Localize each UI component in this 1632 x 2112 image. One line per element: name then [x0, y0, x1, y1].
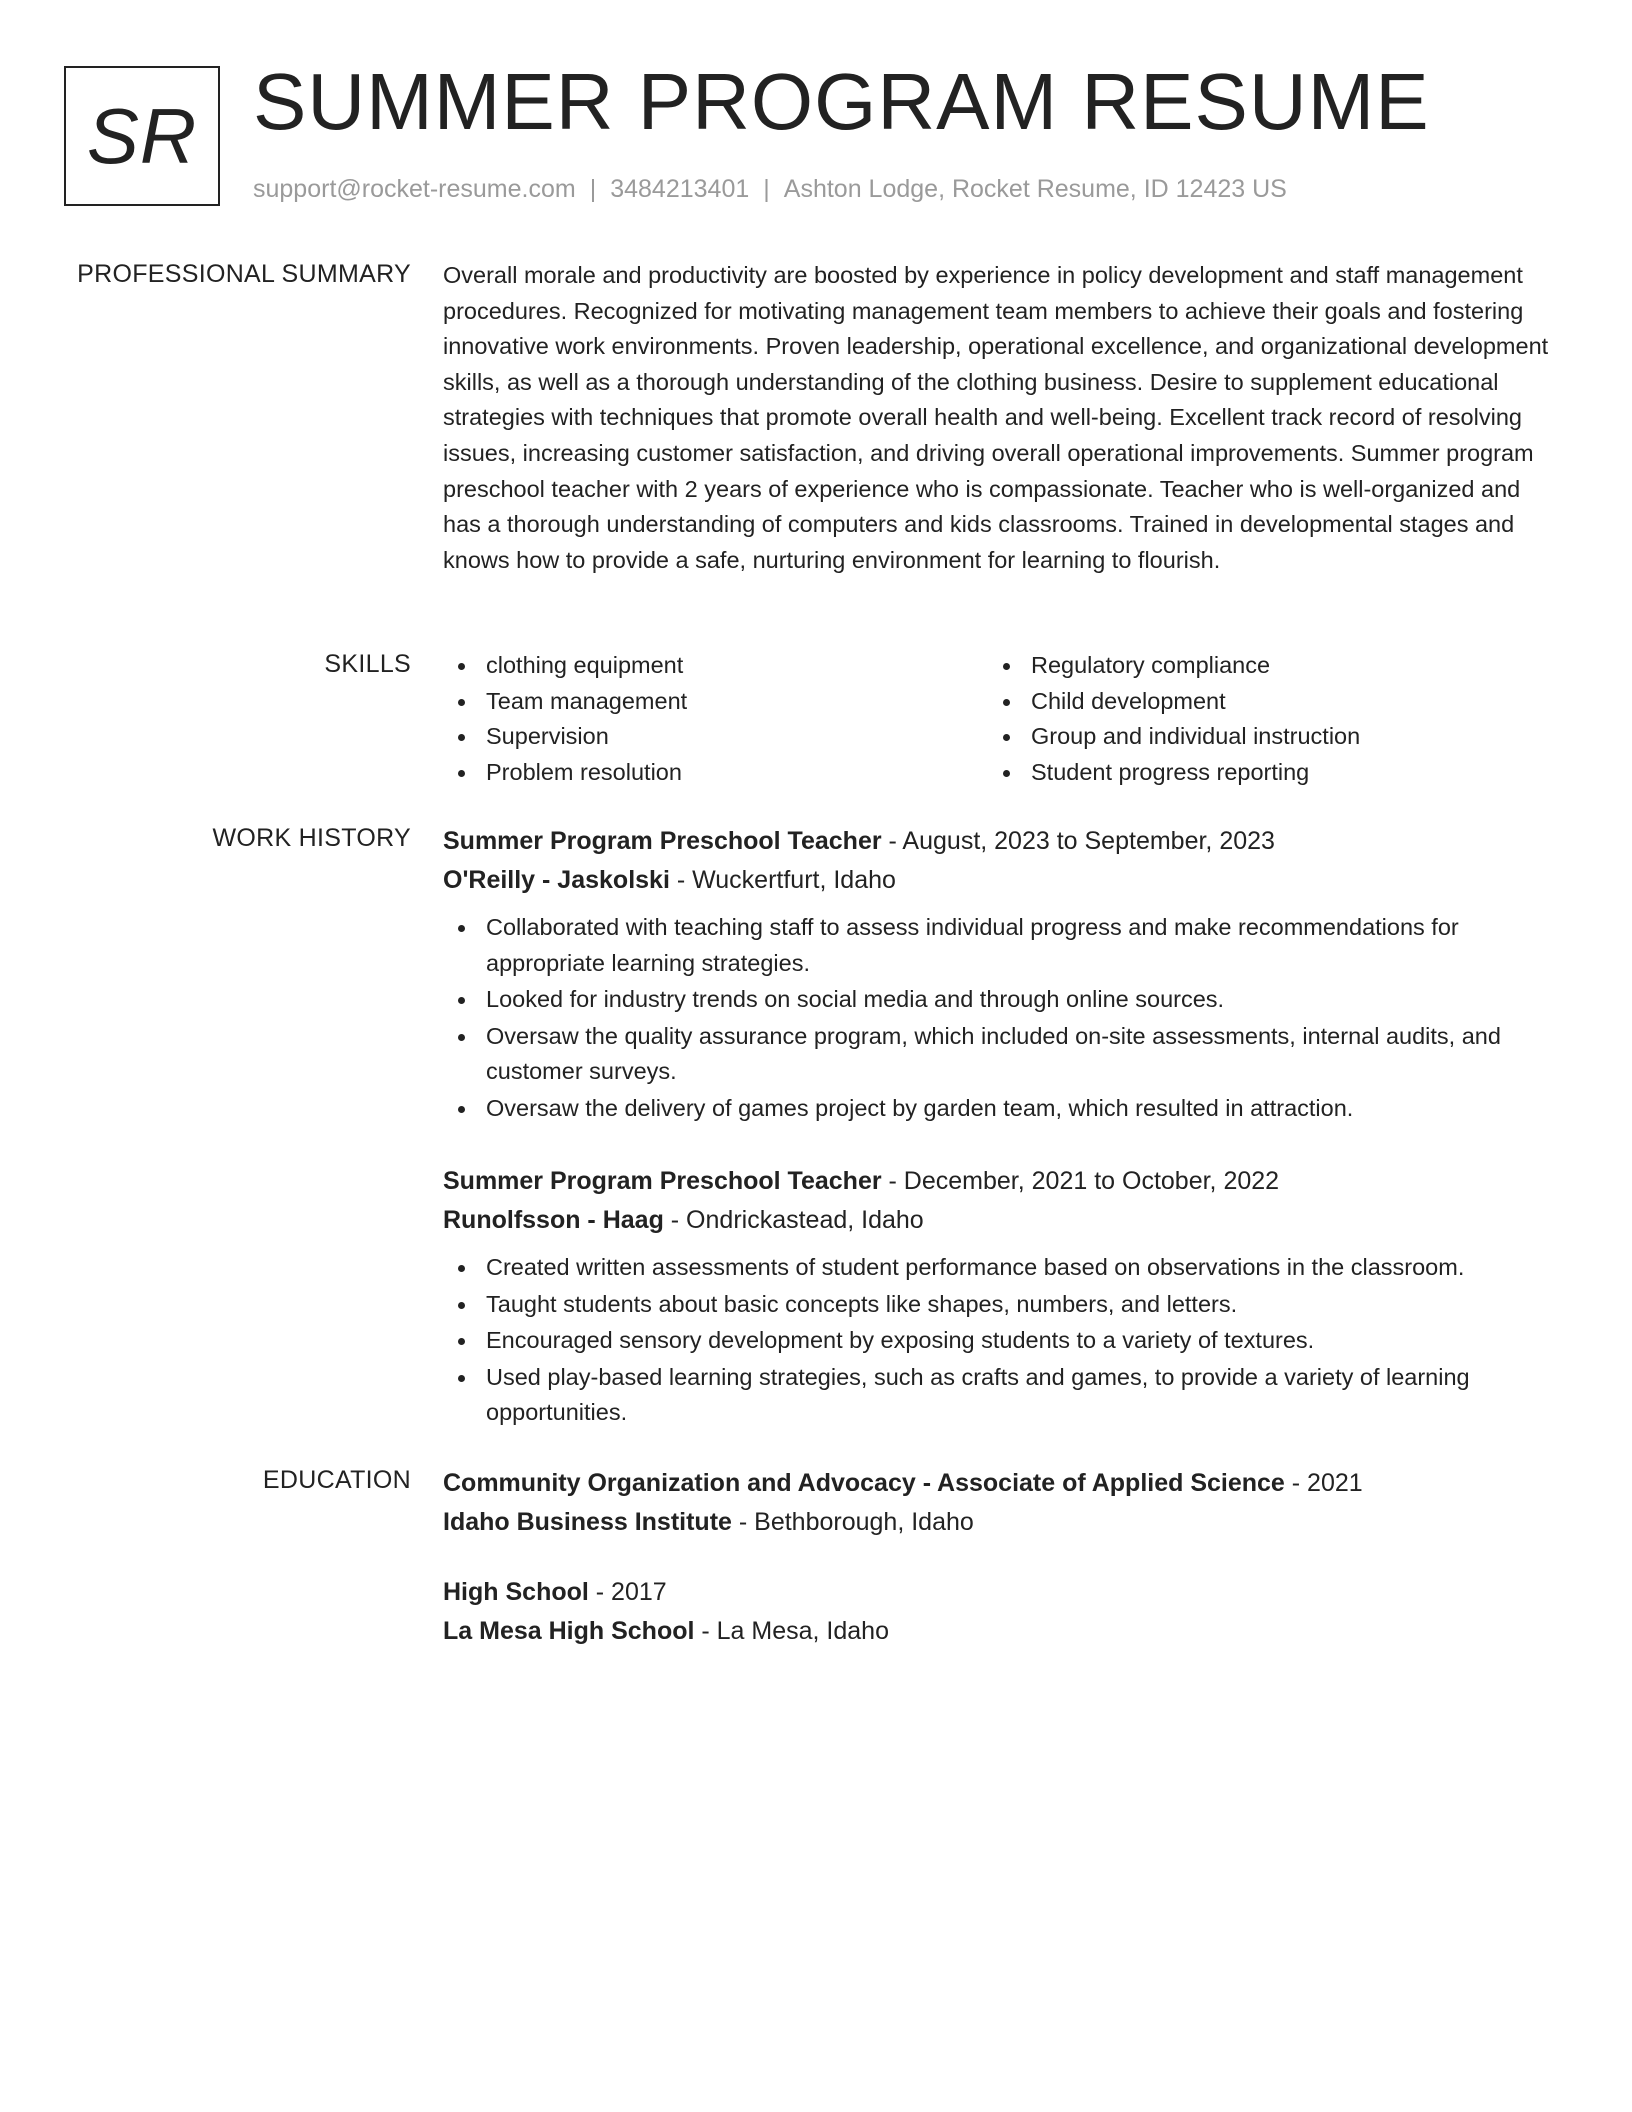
skills-list-left [443, 648, 988, 790]
summary-text: Overall morale and productivity are boosted by experience in policy development and staff management procedures. Recognized for motivating management team members to achieve their goals and fostering innovative work environments. Proven leadership, operational excellence, and organizational development skills, as well as a thorough understanding of the clothing business. Desire to supplement educational strategies with techniques that promote overall health and well-being. Excellent track record of resolving issues, increasing customer satisfaction, and driving overall operational improvements. Summer program preschool teacher with 2 years of experience who is compassionate. Teacher who is well-organized and has a thorough understanding of computers and kids classrooms. Trained in developmental stages and knows how to provide a safe, nurturing environment for learning to flourish. [443, 262, 1549, 573]
job-title: Summer Program Preschool Teacher [443, 1167, 882, 1195]
job-company: O'Reilly - Jaskolski [443, 866, 670, 894]
degree-line [443, 1573, 1558, 1612]
education-entry [443, 1573, 1558, 1651]
contact-phone: 3484213401 [610, 175, 750, 203]
section-label-skills: SKILLS [324, 650, 411, 678]
school-location: - La Mesa, Idaho [694, 1617, 889, 1645]
school-location: - Bethborough, Idaho [731, 1508, 974, 1536]
job-bullet: Used play-based learning strategies, such as crafts and games, to provide a variety of learning opportunities. [443, 1360, 1558, 1431]
job-company: Runolfsson - Haag [443, 1206, 664, 1234]
section-label-education: EDUCATION [262, 1466, 411, 1494]
degree-name: Community Organization and Advocacy - Associate of Applied Science [443, 1469, 1285, 1497]
job-entry [443, 822, 1558, 1127]
section-label-work: WORK HISTORY [212, 824, 411, 852]
job-entry [443, 1162, 1558, 1431]
skill-item: clothing equipment [443, 648, 988, 684]
contact-separator: | [589, 175, 597, 203]
contact-email: support@rocket-resume.com [253, 175, 576, 203]
degree-line [443, 1464, 1558, 1503]
section-label-summary: PROFESSIONAL SUMMARY [77, 260, 411, 288]
school-line [443, 1612, 1558, 1651]
job-bullets [443, 910, 1558, 1127]
contact-address: Ashton Lodge, Rocket Resume, ID 12423 US [783, 175, 1287, 203]
job-title-line [443, 822, 1558, 861]
school-line [443, 1503, 1558, 1542]
degree-year: - 2017 [588, 1578, 667, 1606]
job-title-line [443, 1162, 1558, 1201]
skill-item: Problem resolution [443, 755, 988, 791]
education-entry [443, 1464, 1558, 1542]
job-bullet: Collaborated with teaching staff to assess individual progress and make recommendations for appropriate learning strategies. [443, 910, 1558, 981]
job-dates: - August, 2023 to September, 2023 [881, 827, 1275, 855]
job-bullet: Created written assessments of student performance based on observations in the classroom. [443, 1250, 1558, 1286]
job-bullet: Encouraged sensory development by exposing students to a variety of textures. [443, 1323, 1558, 1359]
skill-item: Student progress reporting [988, 755, 1533, 791]
school-name: Idaho Business Institute [443, 1508, 732, 1536]
degree-year: - 2021 [1284, 1469, 1363, 1497]
skill-item: Supervision [443, 719, 988, 755]
school-name: La Mesa High School [443, 1617, 695, 1645]
job-bullet: Looked for industry trends on social media and through online sources. [443, 982, 1558, 1018]
job-location: - Ondrickastead, Idaho [663, 1206, 924, 1234]
skill-item: Child development [988, 684, 1533, 720]
job-location: - Wuckertfurt, Idaho [669, 866, 896, 894]
resume-title: SUMMER PROGRAM RESUME [253, 57, 1430, 146]
contact-separator: | [763, 175, 770, 203]
job-bullet: Oversaw the delivery of games project by garden team, which resulted in attraction. [443, 1091, 1558, 1127]
job-title: Summer Program Preschool Teacher [443, 827, 882, 855]
contact-line [253, 173, 1287, 205]
job-company-line [443, 861, 1558, 900]
job-dates: - December, 2021 to October, 2022 [881, 1167, 1280, 1195]
monogram-badge: SR [64, 66, 220, 206]
job-company-line [443, 1201, 1558, 1240]
job-bullets [443, 1250, 1558, 1431]
skills-list-right [988, 648, 1533, 790]
job-bullet: Taught students about basic concepts like shapes, numbers, and letters. [443, 1287, 1558, 1323]
degree-name: High School [443, 1578, 589, 1606]
skill-item: Regulatory compliance [988, 648, 1533, 684]
skill-item: Team management [443, 684, 988, 720]
job-bullet: Oversaw the quality assurance program, which included on-site assessments, internal audits, and customer surveys. [443, 1019, 1558, 1090]
skill-item: Group and individual instruction [988, 719, 1533, 755]
